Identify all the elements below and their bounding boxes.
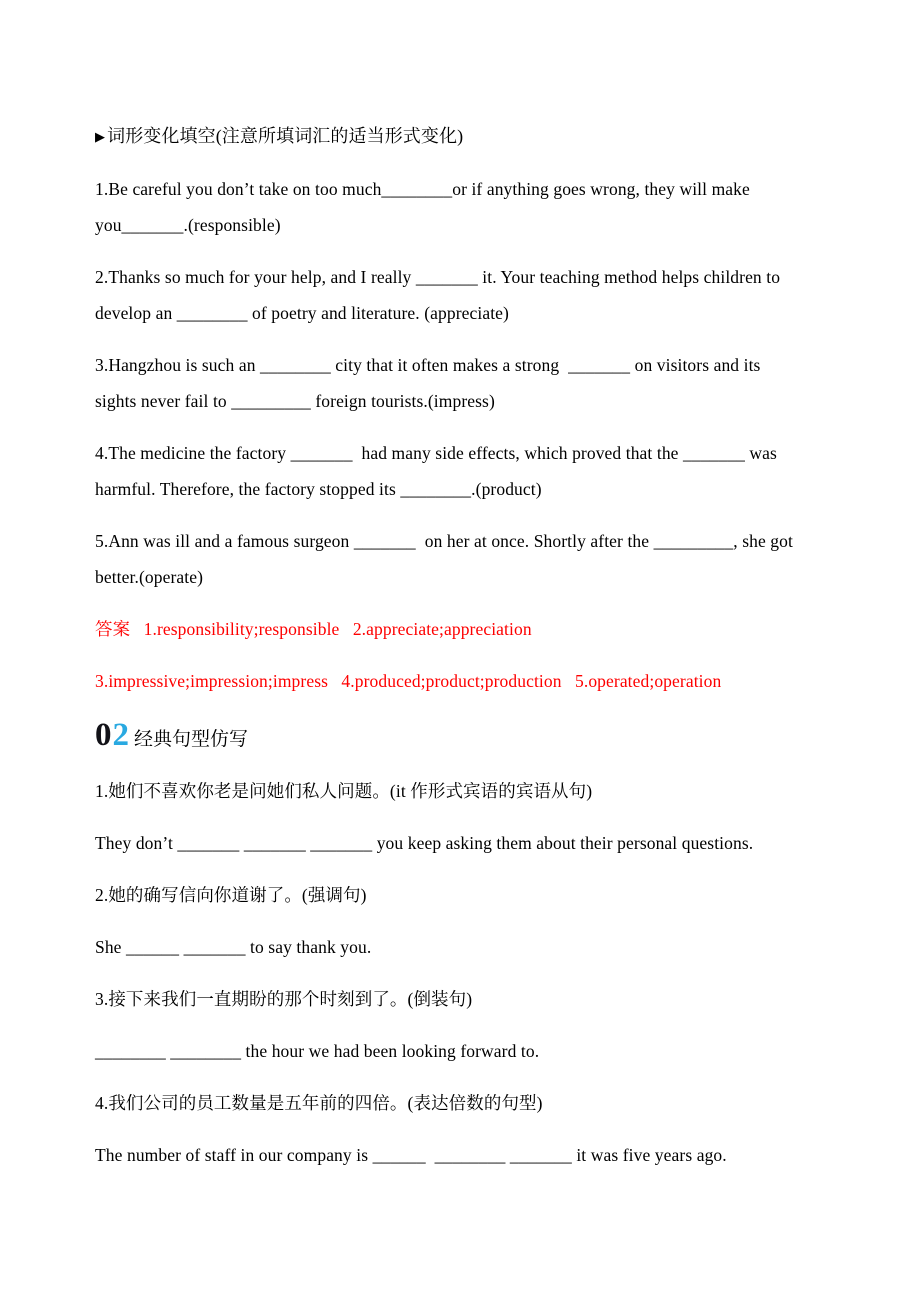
exercise-4-line-2: harmful. Therefore, the factory stopped its ________.(product) xyxy=(95,479,542,499)
pattern-2-sentence-text: She ______ _______ to say thank you. xyxy=(95,937,372,957)
pattern-item-1-prompt xyxy=(95,773,828,809)
exercise-item-3 xyxy=(95,347,828,419)
answers-block-continued xyxy=(95,663,828,699)
section2-number-two: 2 xyxy=(112,717,130,753)
exercise-1-line-2: you_______.(responsible) xyxy=(95,215,281,235)
exercise-item-5 xyxy=(95,523,828,595)
exercise-3-line-1: 3.Hangzhou is such an ________ city that it often makes a strong _______ on visitors and its xyxy=(95,355,761,375)
section2-number xyxy=(95,715,130,755)
triangle-marker-icon: ▶ xyxy=(95,129,106,144)
section1-header-line xyxy=(95,118,828,155)
pattern-item-2-sentence xyxy=(95,929,828,965)
exercise-item-4 xyxy=(95,435,828,507)
pattern-2-prompt-text: 2.她的确写信向你道谢了。(强调句) xyxy=(95,885,367,905)
pattern-3-prompt-text: 3.接下来我们一直期盼的那个时刻到了。(倒装句) xyxy=(95,989,473,1009)
pattern-item-1-sentence xyxy=(95,825,828,861)
exercise-3-line-2: sights never fail to _________ foreign tourists.(impress) xyxy=(95,391,495,411)
pattern-4-prompt-text: 4.我们公司的员工数量是五年前的四倍。(表达倍数的句型) xyxy=(95,1093,543,1113)
exercise-item-2 xyxy=(95,259,828,331)
answer-line-2: 3.impressive;impression;impress 4.produced;product;production 5.operated;operation xyxy=(95,671,722,691)
answers-block xyxy=(95,611,828,647)
exercise-4-line-1: 4.The medicine the factory _______ had many side effects, which proved that the _______ was xyxy=(95,443,777,463)
exercise-2-line-2: develop an ________ of poetry and literature. (appreciate) xyxy=(95,303,509,323)
answer-line-1: 答案 1.responsibility;responsible 2.appreciate;appreciation xyxy=(95,619,532,639)
section1-title: 词形变化填空(注意所填词汇的适当形式变化) xyxy=(107,126,464,146)
pattern-4-sentence-text: The number of staff in our company is ______ ________ _______ it was five years ago. xyxy=(95,1145,727,1165)
pattern-1-prompt-text: 1.她们不喜欢你老是问她们私人问题。(it 作形式宾语的宾语从句) xyxy=(95,781,593,801)
pattern-item-4-prompt xyxy=(95,1085,828,1121)
exercise-5-line-2: better.(operate) xyxy=(95,567,203,587)
pattern-1-sentence-text: They don’t _______ _______ _______ you keep asking them about their personal questions. xyxy=(95,833,754,853)
exercise-5-line-1: 5.Ann was ill and a famous surgeon _______ on her at once. Shortly after the _________, she got xyxy=(95,531,793,551)
exercise-2-line-1: 2.Thanks so much for your help, and I really _______ it. Your teaching method helps children to xyxy=(95,267,781,287)
pattern-item-2-prompt xyxy=(95,877,828,913)
section2-header xyxy=(95,715,828,755)
exercise-1-line-1: 1.Be careful you don’t take on too much________or if anything goes wrong, they will make xyxy=(95,179,750,199)
pattern-item-3-sentence xyxy=(95,1033,828,1069)
section2-title: 经典句型仿写 xyxy=(134,729,249,750)
section2-number-zero: 0 xyxy=(95,717,113,753)
pattern-item-3-prompt xyxy=(95,981,828,1017)
pattern-3-sentence-text: ________ ________ the hour we had been looking forward to. xyxy=(95,1041,540,1061)
section1-header xyxy=(95,118,828,155)
pattern-item-4-sentence xyxy=(95,1137,828,1173)
exercise-item-1 xyxy=(95,171,828,243)
